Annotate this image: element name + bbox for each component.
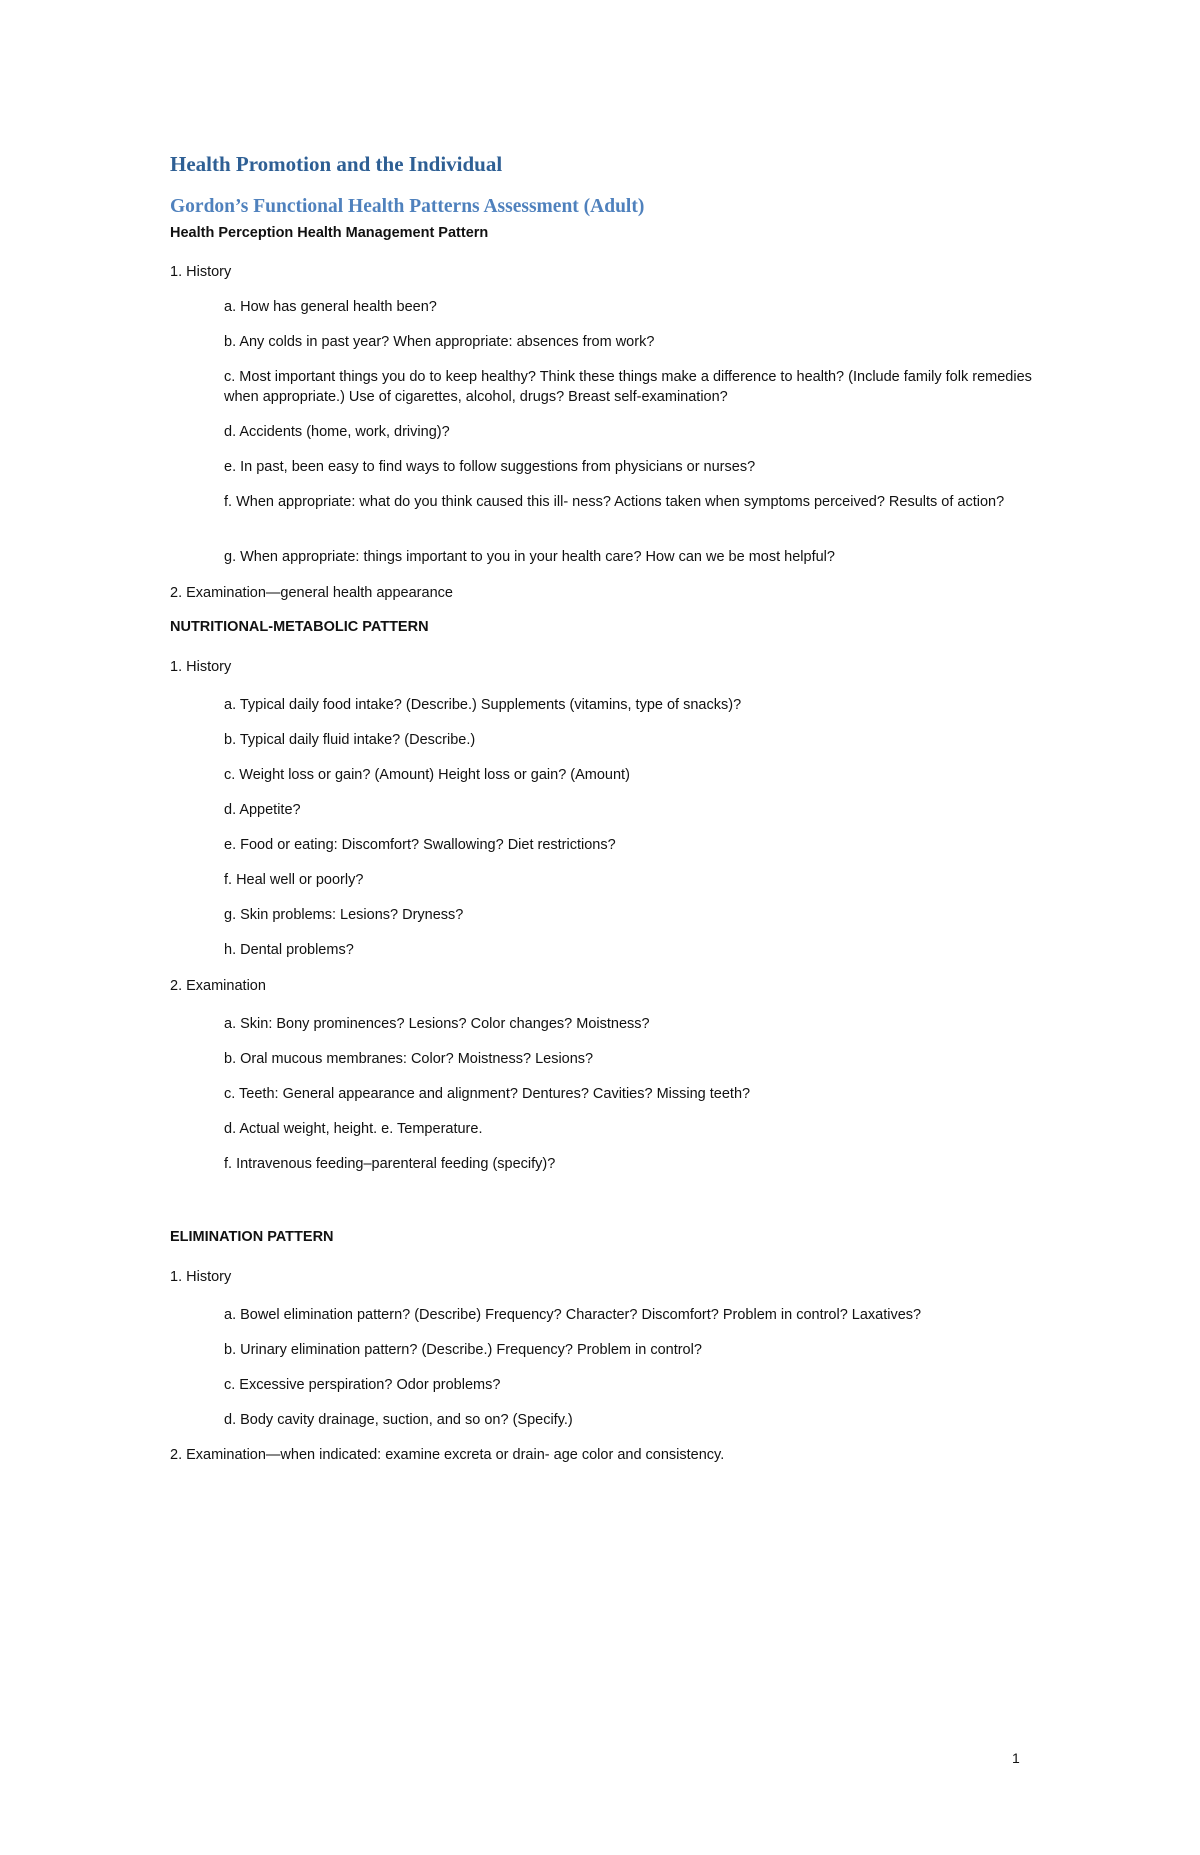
list-item: f. Intravenous feeding–parenteral feeding (specify)? <box>224 1156 556 1172</box>
list-item: f. Heal well or poorly? <box>224 872 364 888</box>
list-item: d. Body cavity drainage, suction, and so on? (Specify.) <box>224 1412 573 1428</box>
list-item: a. Typical daily food intake? (Describe.) Supplements (vitamins, type of snacks)? <box>224 697 742 713</box>
history-label: 1. History <box>170 264 232 280</box>
examination-label: 2. Examination <box>170 978 266 994</box>
history-label: 1. History <box>170 659 232 675</box>
list-item: h. Dental problems? <box>224 942 354 958</box>
list-item: d. Accidents (home, work, driving)? <box>224 424 450 440</box>
examination-label: 2. Examination—general health appearance <box>170 585 453 601</box>
section-heading-nutritional-metabolic: NUTRITIONAL-METABOLIC PATTERN <box>170 619 429 635</box>
list-item: b. Any colds in past year? When appropriate: absences from work? <box>224 334 655 350</box>
list-item: b. Oral mucous membranes: Color? Moistness? Lesions? <box>224 1051 594 1067</box>
document-subtitle: Gordon’s Functional Health Patterns Assessment (Adult) <box>170 196 645 217</box>
list-item: b. Typical daily fluid intake? (Describe.) <box>224 732 476 748</box>
list-item: c. Teeth: General appearance and alignment? Dentures? Cavities? Missing teeth? <box>224 1086 751 1102</box>
list-item: g. When appropriate: things important to you in your health care? How can we be most helpful? <box>224 549 835 565</box>
page-number: 1 <box>1012 1750 1020 1766</box>
list-item: a. Skin: Bony prominences? Lesions? Color changes? Moistness? <box>224 1016 650 1032</box>
examination-label: 2. Examination—when indicated: examine excreta or drain- age color and consistency. <box>170 1447 725 1463</box>
list-item: d. Actual weight, height. e. Temperature. <box>224 1121 483 1137</box>
list-item: c. Excessive perspiration? Odor problems? <box>224 1377 501 1393</box>
list-item: f. When appropriate: what do you think caused this ill- ness? Actions taken when symptoms perceived? Results of action? <box>224 494 1005 510</box>
list-item: e. In past, been easy to find ways to follow suggestions from physicians or nurses? <box>224 459 756 475</box>
list-item: d. Appetite? <box>224 802 301 818</box>
list-item: a. How has general health been? <box>224 299 437 315</box>
list-item: c. Weight loss or gain? (Amount) Height loss or gain? (Amount) <box>224 767 630 783</box>
list-item: b. Urinary elimination pattern? (Describe.) Frequency? Problem in control? <box>224 1342 702 1358</box>
history-label: 1. History <box>170 1269 232 1285</box>
list-item: c. Most important things you do to keep healthy? Think these things make a difference to health? (Include family folk remedies when appropriate.) Use of cigarettes, alcohol, drugs? Breast self-examination? <box>224 369 1032 405</box>
section-heading-health-perception: Health Perception Health Management Pattern <box>170 225 489 241</box>
list-item: g. Skin problems: Lesions? Dryness? <box>224 907 464 923</box>
list-item: e. Food or eating: Discomfort? Swallowing? Diet restrictions? <box>224 837 616 853</box>
list-item: a. Bowel elimination pattern? (Describe) Frequency? Character? Discomfort? Problem in control? Laxatives? <box>224 1307 922 1323</box>
section-heading-elimination: ELIMINATION PATTERN <box>170 1229 334 1245</box>
document-title: Health Promotion and the Individual <box>170 152 503 176</box>
